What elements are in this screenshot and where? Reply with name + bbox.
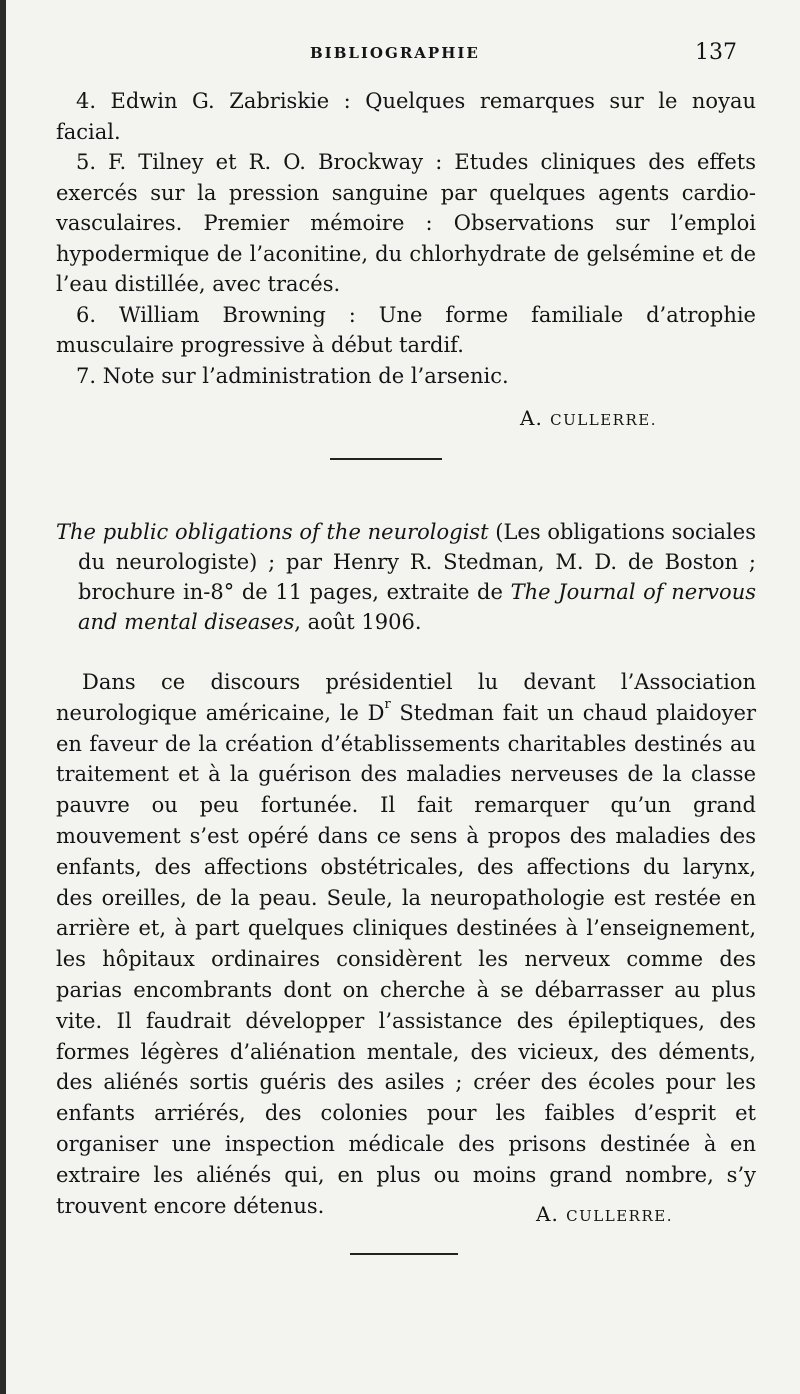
running-head-title: BIBLIOGRAPHIE — [310, 44, 480, 62]
publication-list — [56, 86, 756, 391]
signature — [536, 1202, 673, 1226]
page-number: 137 — [695, 40, 737, 65]
paragraph-text: Dans ce discours présidentiel lu devant l’Association neurologique américaine, le D — [56, 670, 756, 725]
signature-name: CULLERRE. — [550, 411, 657, 429]
list-item: 7. Note sur l’administration de l’arsenic. — [76, 363, 509, 388]
signature-name: CULLERRE. — [566, 1207, 673, 1225]
list-item: 4. Edwin G. Zabriskie : Quelques remarques sur le noyau facial. — [56, 89, 756, 144]
superscript: r — [384, 696, 391, 712]
review-entry — [56, 517, 756, 637]
review-details: (Les obligations sociales du neurologiste) ; par Henry R. Stedman, M. D. de Boston ; brochure in-8° de 11 pages, extraite de — [78, 520, 756, 604]
review-title: The public obligations of the neurologist — [56, 520, 489, 544]
review-body — [56, 667, 756, 1221]
list-item: 6. William Browning : Une forme familiale d’atrophie musculaire progressive à début tardif. — [56, 302, 756, 357]
paragraph — [56, 667, 756, 1221]
running-head — [0, 40, 800, 70]
section-divider — [350, 1253, 458, 1255]
scan-edge — [0, 0, 6, 1394]
review-citation — [56, 517, 756, 637]
journal-title: The Journal of nervous and mental diseases — [78, 580, 756, 634]
signature-initial: A. — [536, 1202, 559, 1226]
signature-initial: A. — [520, 406, 543, 430]
paragraph-text: Stedman fait un chaud plaidoyer en faveur de la création d’établissements charitables destinés au traitement et à la guérison des maladies nerveuses de la classe pauvre ou peu fortunée. Il fait remarquer qu’un grand mouvement s’est opéré dans ce sens à propos des maladies des enfants, des affections obstétricales, des affections du larynx, des oreilles, de la peau. Seule, la neuropathologie est restée en arrière et, à part quelques cliniques destinées à l’enseignement, les hôpitaux ordinaires considèrent les nerveux comme des parias encombrants dont on cherche à se débarrasser au plus vite. Il faudrait développer l’assistance des épileptiques, des formes légères d’aliénation mentale, des vicieux, des déments, des aliénés sortis guéris des asiles ; créer des écoles pour les enfants arriérés, des colonies pour les faibles d’esprit et organiser une inspection médicale des prisons destinée à en extraire les aliénés qui, en plus ou moins grand nombre, s’y trouvent encore détenus. — [56, 700, 756, 1218]
section-divider — [330, 458, 442, 460]
review-date: , août 1906. — [294, 610, 422, 634]
list-item: 5. F. Tilney et R. O. Brockway : Etudes cliniques des effets exercés sur la pression sanguine par quelques agents cardio-vasculaires. Premier mémoire : Observations sur l’emploi hypodermique de l’aconitine, du chlorhydrate de gelsémine et de l’eau distillée, avec tracés. — [56, 150, 756, 296]
signature — [520, 406, 657, 430]
